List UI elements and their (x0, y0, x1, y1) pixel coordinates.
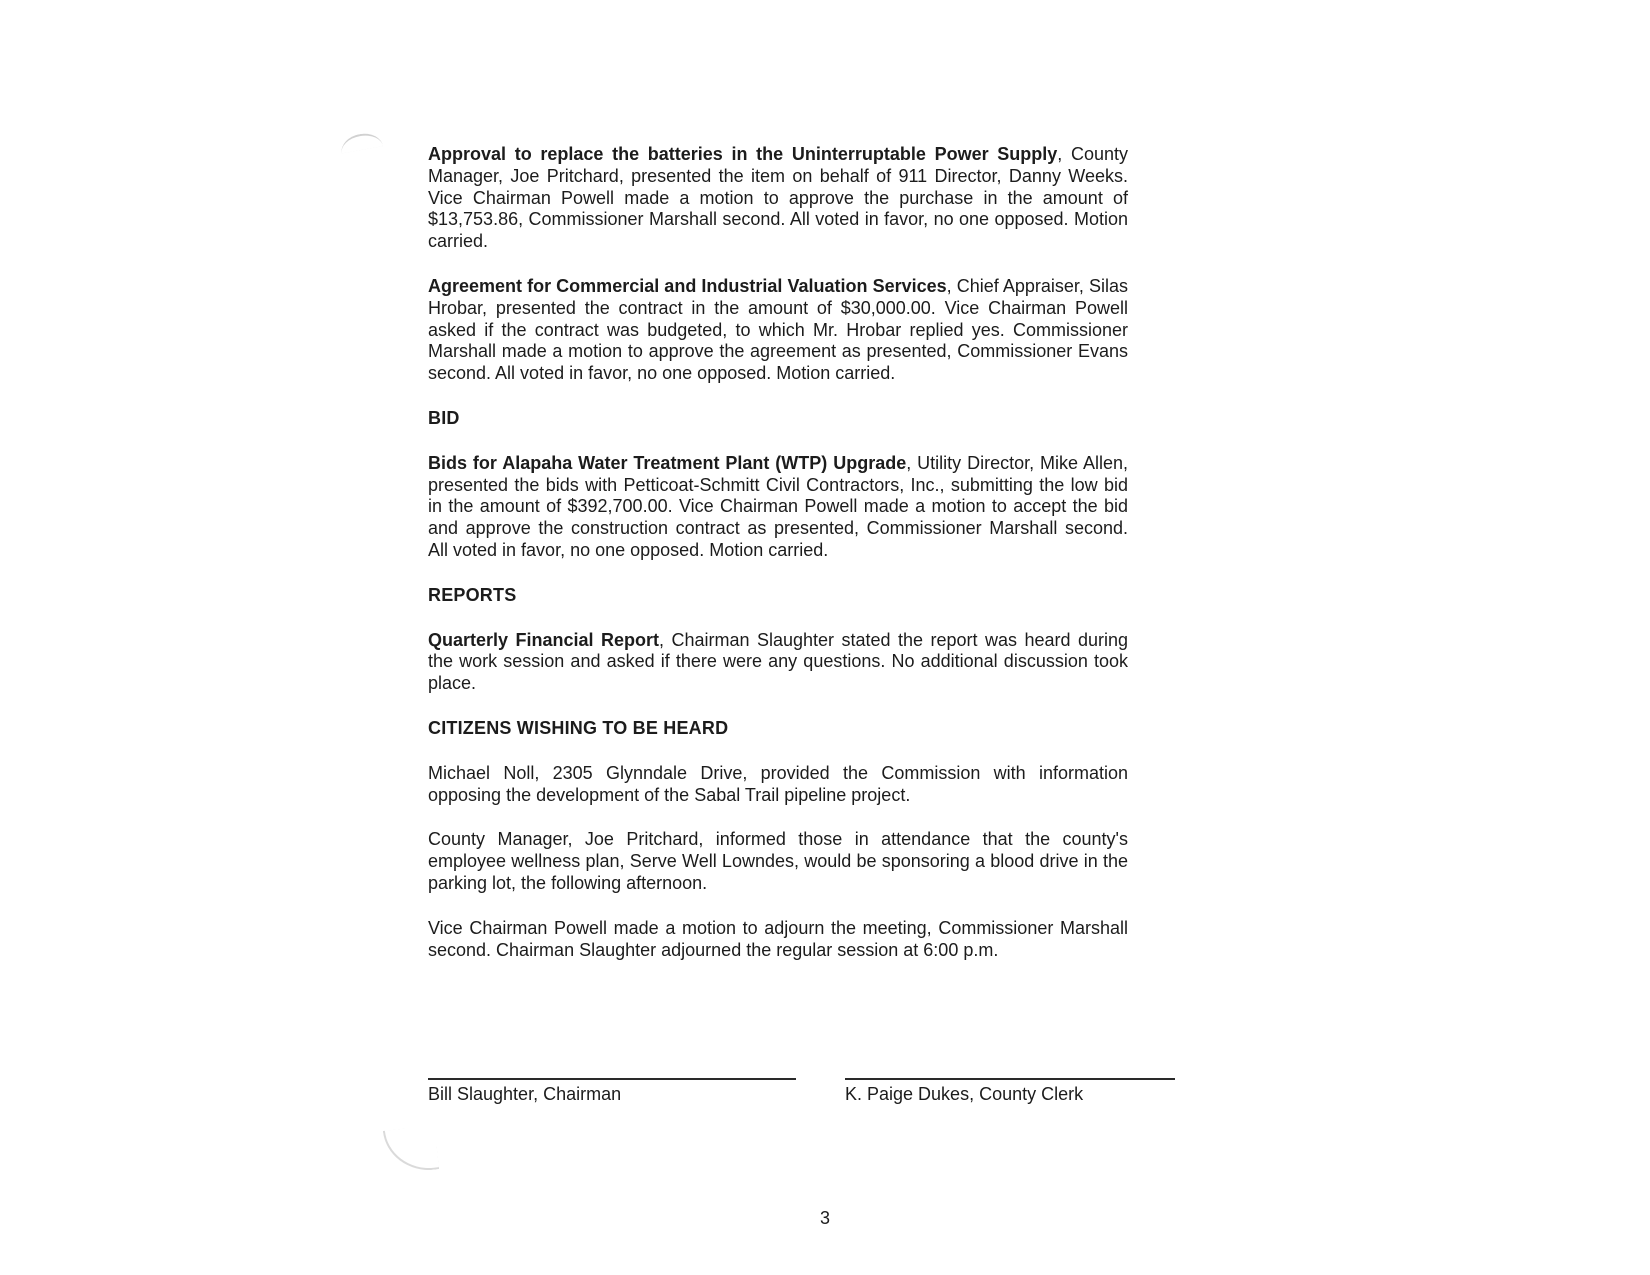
paragraph-wtp-bids (428, 453, 1128, 562)
paragraph-adjournment (428, 918, 1128, 962)
section-heading-bid: BID (428, 407, 460, 428)
paragraph-text: , Chairman Slaughter stated the report was heard during the work session and asked if there were any questions. No additional discussion took place. (428, 629, 1128, 694)
paragraph-lead: Agreement for Commercial and Industrial Valuation Services (428, 275, 947, 296)
signature-block (428, 1078, 1175, 1105)
section-heading-citizens: CITIZENS WISHING TO BE HEARD (428, 717, 729, 738)
paragraph-lead: Approval to replace the batteries in the Uninterruptable Power Supply (428, 144, 1058, 164)
section-heading-reports: REPORTS (428, 584, 517, 605)
signature-line (845, 1078, 1175, 1080)
scan-artifact (383, 1125, 439, 1174)
paragraph-blood-drive (428, 829, 1128, 894)
paragraph-text: Michael Noll, 2305 Glynndale Drive, provided the Commission with information opposing the development of the Sabal Trail pipeline project. (428, 762, 1128, 805)
paragraph-michael-noll (428, 763, 1128, 807)
paragraph-lead: Bids for Alapaha Water Treatment Plant (WTP) Upgrade (428, 452, 907, 473)
paragraph-text: County Manager, Joe Pritchard, informed those in attendance that the county's employee wellness plan, Serve Well Lowndes, would be sponsoring a blood drive in the parking lot, the following afternoon. (428, 829, 1128, 893)
page-number: 3 (819, 1208, 830, 1228)
signature-chairman (428, 1078, 796, 1105)
paragraph-text: Vice Chairman Powell made a motion to adjourn the meeting, Commissioner Marshall second. Chairman Slaughter adjourned the regular session at 6:00 p.m. (428, 917, 1128, 960)
paragraph-quarterly-report (428, 630, 1128, 695)
paragraph-lead: Quarterly Financial Report (428, 629, 659, 650)
scan-artifact (339, 130, 383, 153)
signature-line (428, 1078, 796, 1080)
paragraph-text: , Chief Appraiser, Silas Hrobar, presented the contract in the amount of $30,000.00. Vice Chairman Powell asked if the contract was budgeted, to which Mr. Hrobar replied yes. Commissioner Marshall made a motion to approve the agreement as presented, Commissioner Evans second. All voted in favor, no one opposed. Motion carried. (428, 275, 1128, 384)
signature-county-clerk (845, 1078, 1175, 1105)
paragraph-ups-batteries (428, 144, 1128, 253)
paragraph-text: , Utility Director, Mike Allen, presented the bids with Petticoat-Schmitt Civil Contractors, Inc., submitting the low bid in the amount of $392,700.00. Vice Chairman Powell made a motion to accept the bid and approve the construction contract as presented, Commissioner Marshall second. All voted in favor, no one opposed. Motion carried. (428, 452, 1129, 560)
minutes-body (428, 144, 1128, 984)
paragraph-valuation-services (428, 276, 1128, 385)
signature-label: Bill Slaughter, Chairman (428, 1084, 622, 1104)
paragraph-text: , County Manager, Joe Pritchard, presented the item on behalf of 911 Director, Danny Weeks. Vice Chairman Powell made a motion to approve the purchase in the amount of $13,753.86, Commissioner Marshall second. All voted in favor, no one opposed. Motion carried. (428, 144, 1128, 252)
signature-label: K. Paige Dukes, County Clerk (845, 1084, 1084, 1104)
